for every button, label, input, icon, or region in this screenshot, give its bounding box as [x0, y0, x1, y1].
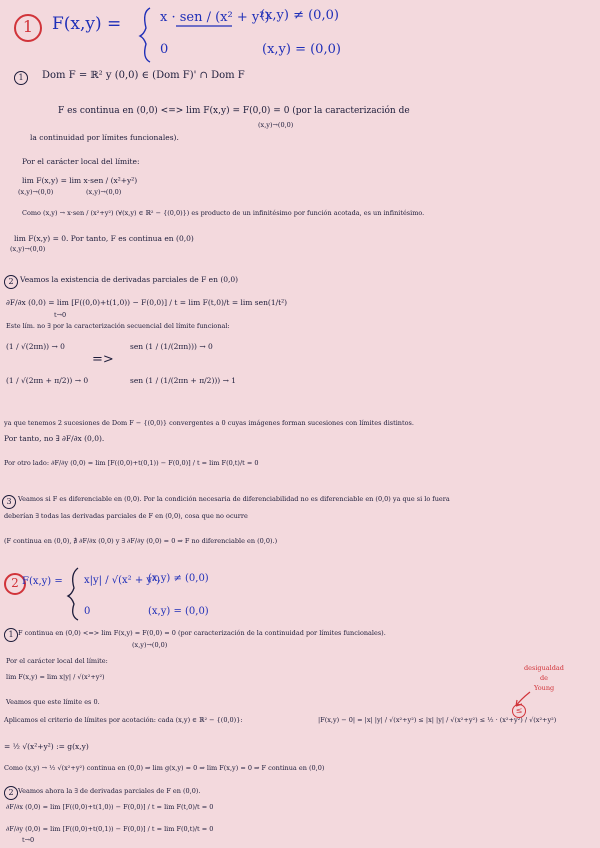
- p2-veamos-cero: Veamos que este límite es 0.: [6, 698, 100, 706]
- p2-item2-circle: 2: [4, 786, 18, 800]
- p1-item3-line3: (F continua en (0,0), ∄ ∂F/∂x (0,0) y ∃ ∂F/∂y (0,0) = 0 ⇒ F no diferenciable en (0,0).): [4, 537, 278, 545]
- p1-partial-x-sub: t→0: [54, 311, 67, 319]
- p1-seq-a: (1 / √(2πn)) → 0: [6, 342, 65, 351]
- p2-young-label-3: Young: [534, 684, 555, 692]
- p1-domain-line: Dom F = ℝ² y (0,0) ∈ (Dom F)' ∩ Dom F: [42, 70, 245, 81]
- p2-young-label-1: desigualdad: [524, 664, 564, 672]
- problem1-case2-cond: (x,y) = (0,0): [262, 42, 341, 57]
- p2-criterio-line: Aplicamos el criterio de límites por acotación: cada (x,y) ∈ ℝ² − {(0,0)}:: [4, 716, 243, 724]
- p2-partial-x: ∂F/∂x (0,0) = lim [F((0,0)+t(1,0)) − F(0,0)] / t = lim F(t,0)/t = 0: [6, 803, 214, 811]
- problem1-number: 1: [22, 17, 34, 36]
- p1-no-partial: Por tanto, no ∃ ∂F/∂x (0,0).: [4, 434, 105, 443]
- problem2-case1-expr: x|y| / √(x² + y²): [84, 575, 160, 586]
- p1-partial-x: ∂F/∂x (0,0) = lim [F((0,0)+t(1,0)) − F(0,0)] / t = lim F(t,0)/t = lim sen(1/t²): [6, 298, 288, 307]
- p2-item1-sub: (x,y)→(0,0): [132, 641, 168, 649]
- p1-item2-title: Veamos la existencia de derivadas parciales de F en (0,0): [20, 275, 239, 284]
- p2-t0-sub: t→0: [22, 836, 35, 844]
- p1-item2-circle: 2: [4, 275, 18, 289]
- p1-conclusion-line: lim F(x,y) = 0. Por tanto, F es continua en (0,0): [14, 234, 194, 243]
- problem1-function-lhs: F(x,y) =: [52, 14, 122, 34]
- p1-continuity-lim-sub: (x,y)→(0,0): [258, 121, 294, 129]
- problem2-case2-expr: 0: [84, 606, 91, 617]
- p1-seq-b: (1 / √(2πn + π/2)) → 0: [6, 376, 89, 385]
- p1-item1-circle: 1: [14, 71, 28, 85]
- p1-continuity-definition: F es continua en (0,0) <=> lim F(x,y) = F(0,0) = 0 (por la caracterización de: [58, 106, 410, 116]
- p1-limit-sub1: (x,y)→(0,0): [18, 188, 54, 196]
- p1-limit-line: lim F(x,y) = lim x·sen / (x²+y²): [22, 176, 138, 185]
- p2-item1-circle: 1: [4, 628, 18, 642]
- problem2-number: 2: [11, 576, 19, 590]
- p1-seq-d: sen (1 / (1/(2πn + π/2))) → 1: [130, 376, 237, 385]
- p1-partial-y: Por otro lado: ∂F/∂y (0,0) = lim [F((0,0)+t(0,1)) − F(0,0)] / t = lim F(0,t)/t = 0: [4, 459, 259, 467]
- p1-conclusion-sub: (x,y)→(0,0): [10, 245, 46, 253]
- p2-young-circle: ≤: [512, 704, 526, 718]
- problem2-case1-cond: (x,y) ≠ (0,0): [148, 573, 209, 584]
- p2-partial-y: ∂F/∂y (0,0) = lim [F((0,0)+t(0,1)) − F(0,0)] / t = lim F(0,t)/t = 0: [6, 825, 214, 833]
- p1-continuity-definition-2: la continuidad por límites funcionales).: [30, 133, 179, 142]
- p2-inequality: |F(x,y) − 0| = |x| |y| / √(x²+y²) ≤ |x| |y| / √(x²+y²) ≤ ½ · (x²+y²) / √(x²+y²): [318, 716, 557, 724]
- p1-item3-line1: Veamos si F es diferenciable en (0,0). Por la condición necesaria de diferenciabilidad no es diferenciable en (0,0) ya que si lo fuera: [18, 495, 450, 503]
- p2-item2-title: Veamos ahora la ∃ de derivadas parciales de F en (0,0).: [18, 787, 201, 795]
- p1-como-line: Como (x,y) → x·sen / (x²+y²) (∀(x,y) ∈ ℝ² − {(0,0)}) es producto de un infinitésimo por función acotada, es un infinitésimo.: [22, 209, 425, 217]
- p1-implies-arrow: =>: [92, 352, 114, 367]
- p2-half-line: = ½ √(x²+y²) := g(x,y): [4, 742, 89, 751]
- p2-young-label-2: de: [540, 674, 549, 682]
- problem1-case1-expr: x · sen / (x² + y²): [160, 10, 270, 25]
- problem1-case2-expr: 0: [160, 42, 169, 57]
- problem1-number-circle: [14, 14, 42, 42]
- p1-limit-sub2: (x,y)→(0,0): [86, 188, 122, 196]
- p1-seq-c: sen (1 / (1/(2πn))) → 0: [130, 342, 213, 351]
- p1-seq-note: Este lím. no ∃ por la caracterización secuencial del límite funcional:: [6, 322, 230, 330]
- problem2-function-lhs: F(x,y) =: [22, 576, 63, 587]
- p1-local-character: Por el carácter local del límite:: [22, 157, 140, 166]
- problem2-case2-cond: (x,y) = (0,0): [148, 606, 209, 617]
- p1-item3-line2: deberían ∃ todas las derivadas parciales de F en (0,0), cosa que no ocurre: [4, 512, 248, 520]
- p2-local-character: Por el carácter local del límite:: [6, 657, 108, 665]
- p1-seq-conclusion: ya que tenemos 2 sucesiones de Dom F − {(0,0)} convergentes a 0 cuyas imágenes forman sucesiones con límites distintos.: [4, 419, 414, 427]
- p1-item3-circle: 3: [2, 495, 16, 509]
- problem1-case1-cond: (x,y) ≠ (0,0): [260, 8, 339, 23]
- p2-como-g: Como (x,y) → ½ √(x²+y²) continua en (0,0) ⇒ lim g(x,y) = 0 ⇒ lim F(x,y) = 0 ⇒ F continua en (0,0): [4, 764, 325, 772]
- p2-limit-line: lim F(x,y) = lim x|y| / √(x²+y²): [6, 673, 105, 681]
- p2-item1-line: F continua en (0,0) <=> lim F(x,y) = F(0,0) = 0 (por caracterización de la continuidad por límites funcionales).: [18, 629, 386, 637]
